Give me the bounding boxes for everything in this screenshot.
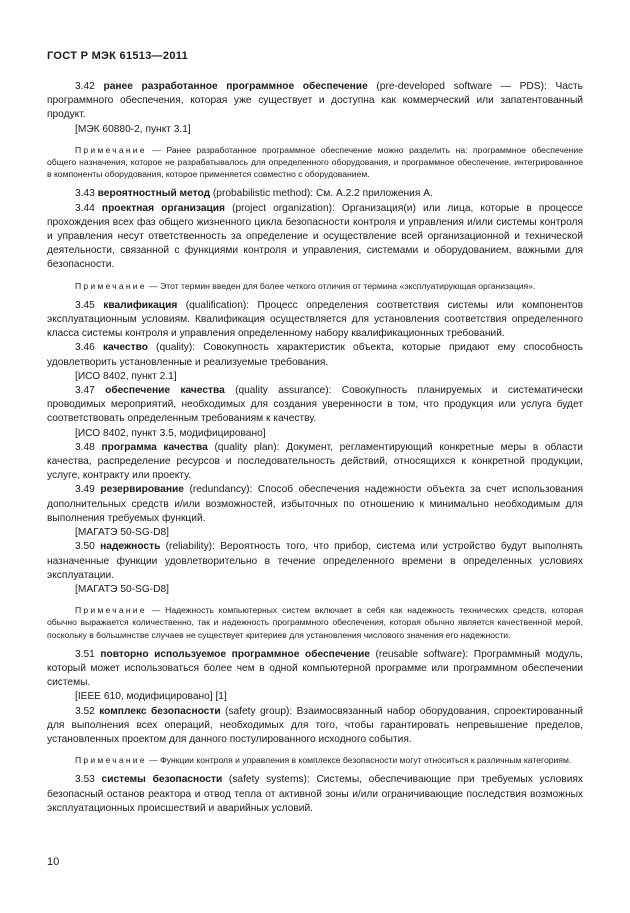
term-number: 3.43 xyxy=(75,188,95,200)
term-number: 3.48 xyxy=(75,441,95,453)
term-title: системы безопасности xyxy=(101,774,223,786)
term-title: комплекс безопасности xyxy=(99,705,221,717)
term-definition: (quality assurance): Совокупность планируемых и систематически проводимых мероприятий, необходимых для создания уверенности в том, что продукция или услуга будет соответствовать определенным требованиям к качеству. xyxy=(47,385,583,425)
term-title: повторно используемое программное обеспечение xyxy=(100,648,370,660)
term-number: 3.52 xyxy=(75,705,95,717)
term-entry xyxy=(47,341,583,369)
term-definition: (qualification): Процесс определения соответствия системы или компонентов эксплуатационным условиям. Квалификация осуществляется для установления соответствия определенного класса системы контроля и управления определенному набору квалификационных требований. xyxy=(47,299,583,340)
term-entry xyxy=(47,483,583,526)
term-title: проектная организация xyxy=(101,202,225,214)
term-entry xyxy=(47,540,583,583)
note xyxy=(47,604,583,641)
term-definition: (reusable software): Программный модуль, который может использоваться более чем в одной компьютерной программе или программном обеспечении системы. xyxy=(47,648,583,689)
term-entry xyxy=(47,705,583,748)
term-reference: [ИСО 8402, пункт 2.1] xyxy=(75,370,177,382)
term-definition: (safety systems): Системы, обеспечивающие при требуемых условиях безопасный останов реактора и отвод тепла от активной зоны и/или ограничивающие последствия возможных эксплуатационных происшествий и аварийных условий. xyxy=(47,774,583,814)
note xyxy=(47,280,583,292)
page-number: 10 xyxy=(47,856,60,868)
term-entry xyxy=(47,773,583,816)
note-lead: Примечание xyxy=(75,605,147,616)
term-definition: (pre-developed software — PDS): Часть программного обеспечения, которая уже существует и доступна как коммерческий или запатентованный продукт. xyxy=(47,81,583,121)
note xyxy=(47,754,583,766)
term-reference: [МАГАТЭ 50-SG-D8] xyxy=(75,583,170,595)
term-number: 3.46 xyxy=(75,342,95,354)
term-number: 3.53 xyxy=(75,774,95,786)
page-content xyxy=(47,80,583,816)
note-lead: Примечание xyxy=(75,755,147,766)
term-definition: (project organization): Организация(и) или лица, которые в процессе прохождения всех фаз общего жизненного цикла безопасности контроля и управления и/или системы контроля и управления несут ответственность за определение и осуществление всей организационной и технической деятельности, связанной с функциями контроля и управления, системами и оборудованием, важными для безопасности. xyxy=(47,202,583,271)
term-title: надежность xyxy=(100,541,161,553)
term-number: 3.51 xyxy=(75,648,95,660)
term-reference: [ИСО 8402, пункт 3.5, модифицировано] xyxy=(75,427,266,439)
term-title: ранее разработанное программное обеспечение xyxy=(103,81,368,92)
note xyxy=(47,144,583,181)
term-number: 3.49 xyxy=(75,484,95,496)
term-entry xyxy=(47,187,583,201)
term-entry xyxy=(47,299,583,342)
term-title: программа качества xyxy=(101,441,208,453)
note-text: — Функции контроля и управления в комплексе безопасности могут относиться к различным категориям. xyxy=(149,755,572,766)
term-entry xyxy=(47,80,583,123)
term-number: 3.50 xyxy=(75,541,95,553)
term-title: резервирование xyxy=(100,484,184,496)
term-entry xyxy=(47,202,583,273)
term-title: обеспечение качества xyxy=(105,385,225,397)
term-definition: (reliability): Вероятность того, что прибор, система или устройство будут выполнять назначенные функции удовлетворительно в течение определенного времени в определенных условиях эксплуатации. xyxy=(47,541,583,581)
term-reference: [МЭК 60880-2, пункт 3.1] xyxy=(75,123,191,135)
term-definition: (safety group): Взаимосвязанный набор оборудования, спроектированный для выполнения всех операций, необходимых для того, чтобы гарантировать непревышение пределов, установленных проектом для данного постулированного исходного события. xyxy=(47,705,583,745)
term-reference: [IEEE 610, модифицировано] [1] xyxy=(75,691,227,703)
term-title: квалификация xyxy=(103,299,178,311)
term-definition: (quality): Совокупность характеристик объекта, которые придают ему способность удовлетворить установленные и реализуемые требования. xyxy=(47,342,583,368)
note-text: — Этот термин введен для более четкого отличия от термина «эксплуатирующая организация». xyxy=(149,280,536,291)
term-reference: [МАГАТЭ 50-SG-D8] xyxy=(75,527,170,539)
note-lead: Примечание xyxy=(75,144,147,155)
term-number: 3.47 xyxy=(75,385,95,397)
term-entry xyxy=(47,384,583,427)
note-text: — Надежность компьютерных систем включает в себя как надежность технических средств, которая обычно выражается количественно, так и надежность программного обеспечения, которая обычно является качественной мерой, поскольку в большинстве случаев не существует критериев для установления числового значения его надежности. xyxy=(47,605,583,640)
note-text: — Ранее разработанное программное обеспечение можно разделить на: программное обеспечение общего назначения, которое не разрабатывалось для определенного оборудования, и программное обеспечение, интегрированное в компоненты оборудования, которое применяется совместно с оборудованием. xyxy=(47,144,583,180)
term-definition: (quality plan): Документ, регламентирующий конкретные меры в области качества, распределение ресурсов и последовательность действий, относящихся к конкретной продукции, услуге, контракту или проекту. xyxy=(47,441,583,482)
term-definition: (redundancy): Способ обеспечения надежности объекта за счет использования дополнительных средств и/или возможностей, избыточных по отношению к минимально необходимым для выполнения требуемых функций. xyxy=(47,484,583,524)
term-title: вероятностный метод xyxy=(97,188,211,200)
term-entry xyxy=(47,648,583,691)
term-title: качество xyxy=(102,342,148,354)
term-number: 3.44 xyxy=(75,202,95,214)
term-number: 3.42 xyxy=(75,81,95,92)
term-entry xyxy=(47,441,583,484)
term-definition: (probabilistic method): См. А.2.2 приложения А. xyxy=(212,188,433,200)
note-lead: Примечание xyxy=(75,280,147,291)
term-number: 3.45 xyxy=(75,299,95,311)
document-header: ГОСТ Р МЭК 61513—2011 xyxy=(47,50,188,62)
